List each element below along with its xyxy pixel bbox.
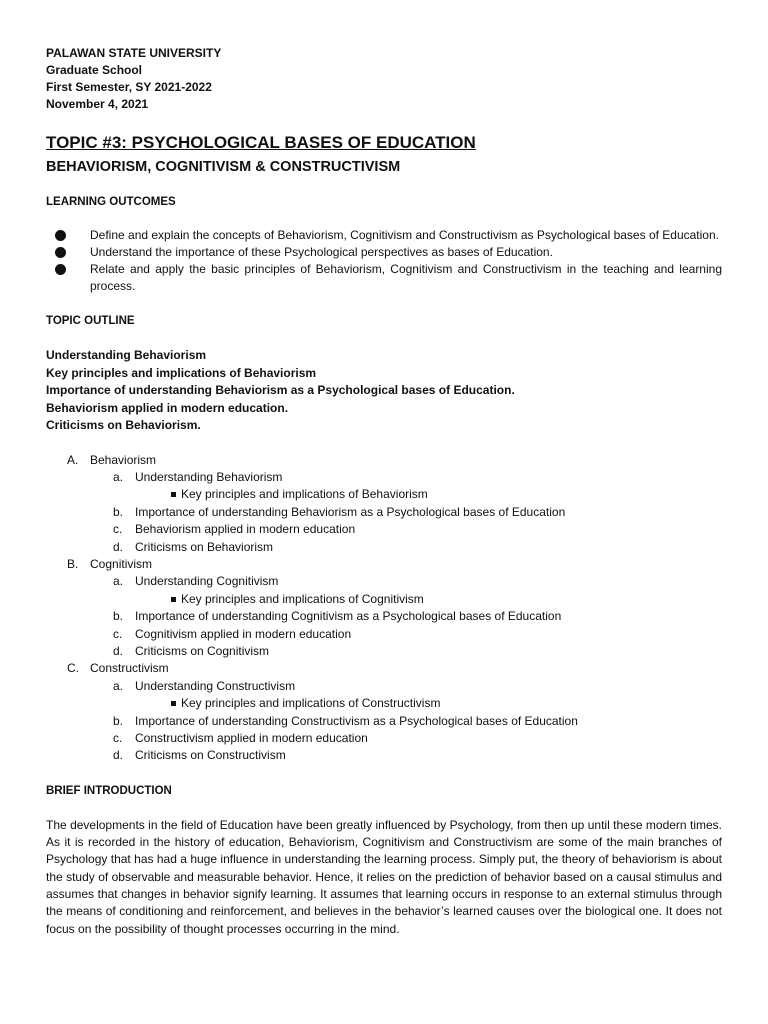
outline-label: Understanding Behaviorism bbox=[135, 469, 283, 484]
outline-label: Criticisms on Cognitivism bbox=[135, 643, 270, 658]
university-name: PALAWAN STATE UNIVERSITY bbox=[46, 46, 222, 60]
topic-outline-list bbox=[46, 452, 722, 765]
topic-outline-bold-list bbox=[46, 347, 722, 435]
outline-label: Cognitivism applied in modern education bbox=[135, 626, 352, 641]
outline-marker: A. bbox=[67, 452, 79, 467]
list-item bbox=[46, 626, 722, 643]
list-item bbox=[46, 713, 722, 730]
list-item bbox=[46, 504, 722, 521]
school-name: Graduate School bbox=[46, 63, 143, 77]
outline-label: Behaviorism applied in modern education bbox=[135, 522, 356, 537]
outline-label: Constructivism applied in modern education bbox=[135, 731, 368, 745]
outcome-text: Understand the importance of these Psychological perspectives as bases of Education. bbox=[90, 245, 553, 259]
outline-label: Importance of understanding Behaviorism as a Psychological bases of Education bbox=[135, 504, 566, 519]
outline-section-constructivism bbox=[46, 660, 722, 677]
brief-introduction-paragraph: The developments in the field of Education have been greatly influenced by Psychology, from then up until these modern times. As it is recorded in the history of education, Behaviorism, Cognitivism and Constructivism are some of the main branches of Psychology that has had a huge influence in understanding the learning process. Simply put, the theory of behaviorism is about the study of observable and measurable behavior. Hence, it relies on the prediction of behavior based on a causal stimulus and assumes that changes in behavior signify learning. It assumes that learning occurs in response to an external stimulus through the means of conditioning and reinforcement, and believes in the behavior’s learned causes over the biological one. It does not focus on the possibility of thought processes occurring in the mind. bbox=[46, 817, 722, 936]
outline-marker: d. bbox=[113, 539, 124, 554]
outline-label: Behaviorism bbox=[90, 452, 157, 467]
list-item: Behaviorism applied in modern education. bbox=[46, 400, 289, 415]
list-item: Criticisms on Behaviorism. bbox=[46, 418, 201, 432]
outline-marker: B. bbox=[67, 556, 79, 571]
outline-label: Key principles and implications of Constructivism bbox=[181, 696, 441, 711]
document-header bbox=[46, 45, 722, 113]
outline-label: Importance of understanding Constructivism as a Psychological bases of Education bbox=[135, 713, 578, 728]
outline-label: Understanding Constructivism bbox=[135, 678, 296, 693]
outline-label: Key principles and implications of Behaviorism bbox=[181, 487, 428, 502]
topic-title: TOPIC #3: PSYCHOLOGICAL BASES OF EDUCATION bbox=[46, 133, 476, 152]
list-item bbox=[46, 539, 722, 556]
brief-introduction-heading: BRIEF INTRODUCTION bbox=[46, 784, 172, 797]
outline-label: Understanding Cognitivism bbox=[135, 574, 279, 589]
list-item bbox=[46, 469, 722, 486]
semester: First Semester, SY 2021-2022 bbox=[46, 80, 212, 94]
outline-marker: d. bbox=[113, 643, 124, 658]
bullet-icon bbox=[55, 247, 66, 258]
outline-label: Cognitivism bbox=[90, 556, 153, 571]
outline-marker: C. bbox=[67, 661, 79, 676]
list-item: Understanding Behaviorism bbox=[46, 348, 207, 362]
outline-marker: c. bbox=[113, 626, 123, 641]
outline-marker: c. bbox=[113, 522, 123, 537]
list-item bbox=[46, 244, 722, 261]
outline-section-behaviorism bbox=[46, 452, 722, 469]
list-item bbox=[46, 730, 722, 747]
outline-label: Constructivism bbox=[90, 661, 169, 676]
topic-outline-heading: TOPIC OUTLINE bbox=[46, 315, 135, 327]
outline-marker: a. bbox=[113, 678, 124, 693]
outline-marker: c. bbox=[113, 731, 123, 745]
outcome-text: Relate and apply the basic principles of Behaviorism, Cognitivism and Constructivism in the teaching and learning process. bbox=[90, 262, 722, 293]
topic-subtitle: BEHAVIORISM, COGNITIVISM & CONSTRUCTIVISM bbox=[46, 159, 401, 175]
bullet-icon bbox=[55, 264, 66, 275]
square-bullet-icon bbox=[171, 492, 176, 497]
outline-label: Criticisms on Behaviorism bbox=[135, 539, 274, 554]
learning-outcomes-list bbox=[46, 227, 722, 295]
list-item: Key principles and implications of Behaviorism bbox=[46, 365, 317, 380]
learning-outcomes-heading: LEARNING OUTCOMES bbox=[46, 196, 176, 208]
list-item bbox=[46, 227, 722, 244]
outline-marker: a. bbox=[113, 469, 124, 484]
list-item bbox=[46, 261, 722, 295]
document-date: November 4, 2021 bbox=[46, 97, 149, 111]
outcome-text: Define and explain the concepts of Behaviorism, Cognitivism and Constructivism as Psychological bases of Education. bbox=[90, 228, 719, 242]
list-item bbox=[46, 643, 722, 660]
outline-section-cognitivism bbox=[46, 556, 722, 573]
bullet-icon bbox=[55, 230, 66, 241]
outline-marker: b. bbox=[113, 609, 124, 624]
outline-label: Criticisms on Constructivism bbox=[135, 748, 286, 763]
outline-marker: b. bbox=[113, 713, 124, 728]
list-item bbox=[46, 695, 722, 712]
outline-marker: b. bbox=[113, 504, 124, 519]
document-page bbox=[46, 45, 722, 938]
outline-label: Importance of understanding Cognitivism as a Psychological bases of Education bbox=[135, 609, 562, 624]
list-item bbox=[46, 608, 722, 625]
list-item bbox=[46, 678, 722, 695]
list-item bbox=[46, 747, 722, 764]
outline-marker: d. bbox=[113, 748, 124, 763]
square-bullet-icon bbox=[171, 597, 176, 602]
list-item bbox=[46, 573, 722, 590]
outline-label: Key principles and implications of Cognitivism bbox=[181, 591, 424, 606]
list-item bbox=[46, 521, 722, 538]
list-item: Importance of understanding Behaviorism as a Psychological bases of Education. bbox=[46, 383, 515, 397]
square-bullet-icon bbox=[171, 701, 176, 706]
list-item bbox=[46, 591, 722, 608]
outline-marker: a. bbox=[113, 574, 124, 589]
list-item bbox=[46, 486, 722, 503]
